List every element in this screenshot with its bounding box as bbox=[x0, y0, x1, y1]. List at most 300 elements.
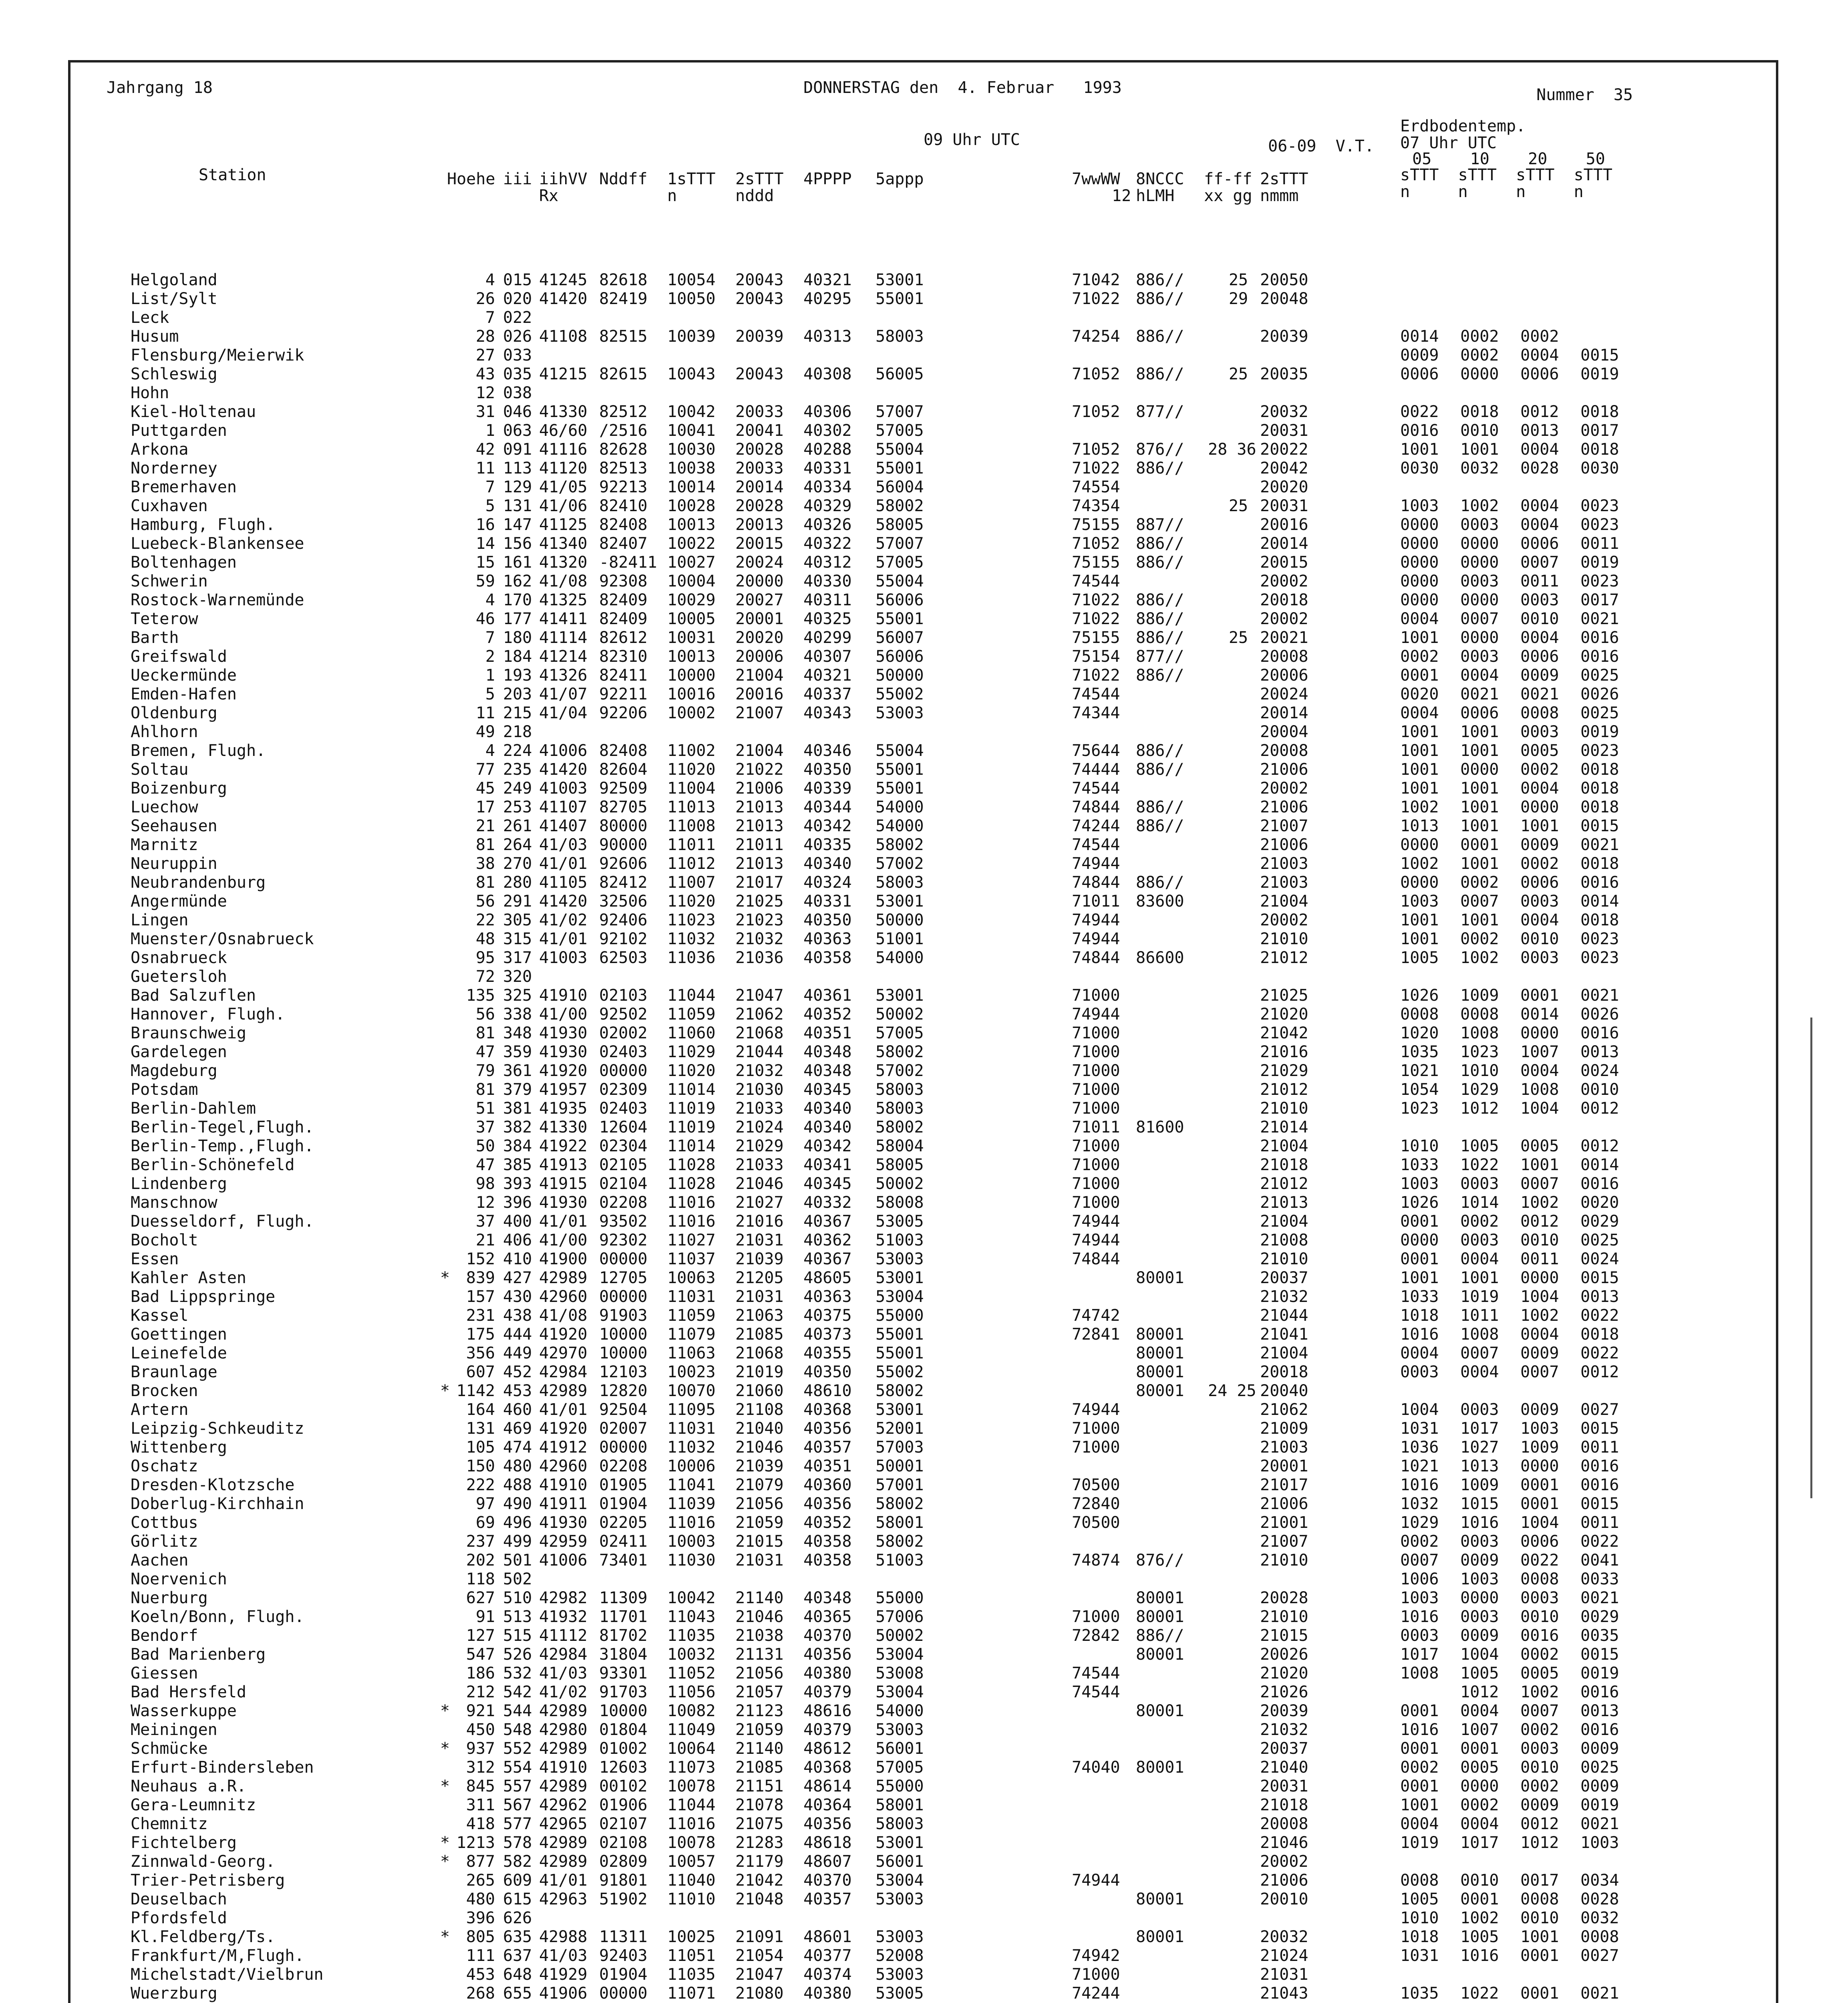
station-id: 131 bbox=[503, 497, 532, 515]
col-soil-sub: n n n n bbox=[1400, 183, 1584, 201]
station-id: 510 bbox=[503, 1589, 532, 1607]
station-id: 180 bbox=[503, 629, 532, 647]
soil-temp-value: 0015 bbox=[1580, 1645, 1619, 1664]
soil-temp-value: 0008 bbox=[1520, 704, 1559, 722]
soil-temp-value: 1023 bbox=[1460, 1043, 1499, 1061]
station-id: 544 bbox=[503, 1702, 532, 1720]
group-iihvv: 41411 bbox=[539, 610, 588, 628]
soil-temp-value: 0017 bbox=[1520, 1871, 1559, 1890]
group-nddff: 11309 bbox=[599, 1589, 648, 1607]
soil-temp-value: 0004 bbox=[1520, 911, 1559, 929]
soil-temp-value: 0001 bbox=[1400, 1212, 1439, 1231]
group-ttt3: 20032 bbox=[1260, 1928, 1308, 1946]
group-iihvv: 41/05 bbox=[539, 478, 588, 496]
col-nddff: Nddff bbox=[599, 170, 648, 188]
soil-temp-value: 0000 bbox=[1460, 534, 1499, 553]
group-ttt2: 20028 bbox=[735, 497, 784, 515]
height-value: 72 bbox=[475, 967, 495, 986]
group-appp: 57005 bbox=[876, 1024, 924, 1042]
height-value: 11 bbox=[475, 704, 495, 722]
group-wwww: 71000 bbox=[1072, 1419, 1120, 1438]
group-nddff: -82411 bbox=[599, 553, 657, 572]
station-name: Lindenberg bbox=[131, 1175, 227, 1193]
soil-temp-value: 0016 bbox=[1580, 1683, 1619, 1701]
group-ttt3: 20018 bbox=[1260, 1363, 1308, 1381]
group-iihvv: 41420 bbox=[539, 290, 588, 308]
group-ttt1: 10000 bbox=[667, 666, 716, 685]
group-nddff: 82515 bbox=[599, 327, 648, 346]
group-pppp: 40358 bbox=[803, 1532, 852, 1551]
group-nddff: 12820 bbox=[599, 1382, 648, 1400]
soil-temp-value: 0017 bbox=[1580, 421, 1619, 440]
group-appp: 55001 bbox=[876, 1344, 924, 1362]
group-ttt1: 10032 bbox=[667, 1645, 716, 1664]
group-nddff: 02411 bbox=[599, 1532, 648, 1551]
table-row bbox=[70, 1758, 1776, 1777]
group-ttt1: 11011 bbox=[667, 836, 716, 854]
group-ttt3: 21007 bbox=[1260, 1532, 1308, 1551]
soil-temp-value: 1010 bbox=[1400, 1909, 1439, 1927]
group-nddff: 82512 bbox=[599, 403, 648, 421]
group-pppp: 48605 bbox=[803, 1269, 852, 1287]
group-iihvv: 41/01 bbox=[539, 1212, 588, 1231]
soil-temp-value: 0026 bbox=[1580, 685, 1619, 703]
soil-temp-value: 0010 bbox=[1520, 930, 1559, 948]
soil-temp-value: 1005 bbox=[1460, 1928, 1499, 1946]
station-name: Schwerin bbox=[131, 572, 208, 590]
height-value: 98 bbox=[475, 1175, 495, 1193]
group-pppp: 40357 bbox=[803, 1890, 852, 1908]
soil-temp-value: 0006 bbox=[1520, 1532, 1559, 1551]
soil-temp-value: 0003 bbox=[1400, 1626, 1439, 1645]
group-appp: 57007 bbox=[876, 534, 924, 553]
table-row bbox=[70, 685, 1776, 704]
group-ttt1: 11016 bbox=[667, 1513, 716, 1532]
group-iihvv: 41325 bbox=[539, 591, 588, 609]
soil-temp-value: 0025 bbox=[1580, 1231, 1619, 1249]
group-iihvv: 42989 bbox=[539, 1382, 588, 1400]
group-ttt3: 21062 bbox=[1260, 1400, 1308, 1419]
group-appp: 58003 bbox=[876, 1080, 924, 1099]
group-appp: 55002 bbox=[876, 685, 924, 703]
station-name: Fichtelberg bbox=[131, 1834, 237, 1852]
soil-temp-value: 0018 bbox=[1580, 911, 1619, 929]
soil-temp-value: 0009 bbox=[1400, 346, 1439, 365]
station-id: 338 bbox=[503, 1005, 532, 1024]
table-row bbox=[70, 459, 1776, 478]
table-row bbox=[70, 892, 1776, 911]
group-pppp: 40380 bbox=[803, 1984, 852, 2003]
station-id: 542 bbox=[503, 1683, 532, 1701]
soil-temp-value: 0001 bbox=[1520, 1495, 1559, 1513]
soil-temp-value: 0003 bbox=[1460, 647, 1499, 666]
group-pppp: 40348 bbox=[803, 1589, 852, 1607]
group-wwww: 71022 bbox=[1072, 666, 1120, 685]
group-iihvv: 41116 bbox=[539, 440, 588, 459]
height-value: 91 bbox=[475, 1608, 495, 1626]
group-nddff: 02403 bbox=[599, 1099, 648, 1118]
group-appp: 57002 bbox=[876, 1062, 924, 1080]
height-value: 95 bbox=[475, 949, 495, 967]
soil-temp-value: 0029 bbox=[1580, 1212, 1619, 1231]
soil-temp-value: 0008 bbox=[1580, 1928, 1619, 1946]
group-pppp: 40339 bbox=[803, 779, 852, 798]
table-row bbox=[70, 949, 1776, 967]
soil-temp-value: 0021 bbox=[1580, 836, 1619, 854]
group-ttt3: 21020 bbox=[1260, 1005, 1308, 1024]
group-pppp: 40332 bbox=[803, 1193, 852, 1212]
station-id: 359 bbox=[503, 1043, 532, 1061]
soil-temp-value: 0018 bbox=[1580, 403, 1619, 421]
group-nccc: 80001 bbox=[1136, 1589, 1184, 1607]
group-wwww: 71000 bbox=[1072, 1024, 1120, 1042]
height-value: 47 bbox=[475, 1043, 495, 1061]
group-ttt3: 21003 bbox=[1260, 1438, 1308, 1457]
group-pppp: 40356 bbox=[803, 1419, 852, 1438]
soil-temp-value: 0009 bbox=[1580, 1739, 1619, 1758]
group-iihvv: 41930 bbox=[539, 1193, 588, 1212]
station-id: 490 bbox=[503, 1495, 532, 1513]
table-row bbox=[70, 1871, 1776, 1890]
group-iihvv: 42984 bbox=[539, 1363, 588, 1381]
group-iihvv: 41407 bbox=[539, 817, 588, 835]
height-value: 1 bbox=[485, 421, 495, 440]
group-pppp: 40340 bbox=[803, 1118, 852, 1137]
col-iihvv: iihVV bbox=[539, 170, 588, 188]
soil-temp-value: 1001 bbox=[1400, 1796, 1439, 1814]
table-row bbox=[70, 1909, 1776, 1928]
station-name: Magdeburg bbox=[131, 1062, 217, 1080]
group-ttt2: 21004 bbox=[735, 666, 784, 685]
group-iihvv: 41/08 bbox=[539, 1306, 588, 1325]
group-pppp: 40367 bbox=[803, 1250, 852, 1268]
group-appp: 58002 bbox=[876, 836, 924, 854]
group-ttt3: 21003 bbox=[1260, 854, 1308, 873]
group-ttt2: 21123 bbox=[735, 1702, 784, 1720]
group-ttt1: 10006 bbox=[667, 1457, 716, 1475]
group-ttt1: 10078 bbox=[667, 1777, 716, 1795]
soil-temp-value: 0022 bbox=[1520, 1551, 1559, 1570]
group-appp: 56004 bbox=[876, 478, 924, 496]
soil-temp-value: 0003 bbox=[1460, 1608, 1499, 1626]
soil-temp-value: 0002 bbox=[1520, 760, 1559, 779]
soil-temp-value: 0000 bbox=[1520, 798, 1559, 816]
soil-temp-value: 0021 bbox=[1580, 1589, 1619, 1607]
soil-temp-value: 1010 bbox=[1460, 1062, 1499, 1080]
soil-temp-value: 0001 bbox=[1520, 986, 1559, 1005]
group-ttt1: 11016 bbox=[667, 1193, 716, 1212]
group-ttt3: 20028 bbox=[1260, 1589, 1308, 1607]
soil-temp-value: 0018 bbox=[1580, 760, 1619, 779]
group-iihvv: 42989 bbox=[539, 1269, 588, 1287]
soil-temp-value: 0004 bbox=[1460, 1250, 1499, 1268]
soil-temp-value: 0023 bbox=[1580, 930, 1619, 948]
station-id: 501 bbox=[503, 1551, 532, 1570]
group-appp: 58002 bbox=[876, 1118, 924, 1137]
soil-temp-value: 0002 bbox=[1400, 1758, 1439, 1777]
group-iihvv: 41003 bbox=[539, 779, 588, 798]
station-id: 452 bbox=[503, 1363, 532, 1381]
table-row bbox=[70, 1589, 1776, 1608]
group-ttt1: 11056 bbox=[667, 1683, 716, 1701]
group-iihvv: 42989 bbox=[539, 1834, 588, 1852]
soil-temp-value: 0023 bbox=[1580, 516, 1619, 534]
height-value: 311 bbox=[466, 1796, 495, 1814]
group-ttt2: 21085 bbox=[735, 1325, 784, 1344]
group-wwww: 74944 bbox=[1072, 1005, 1120, 1024]
group-pppp: 40363 bbox=[803, 930, 852, 948]
group-ttt3: 21018 bbox=[1260, 1796, 1308, 1814]
soil-temp-value: 1003 bbox=[1400, 1589, 1439, 1607]
soil-temp-value: 0007 bbox=[1400, 1551, 1439, 1570]
group-ttt3: 20002 bbox=[1260, 779, 1308, 798]
height-value: 2 bbox=[485, 647, 495, 666]
station-name: Greifswald bbox=[131, 647, 227, 666]
height-value: 47 bbox=[475, 1156, 495, 1174]
group-ttt1: 10050 bbox=[667, 290, 716, 308]
station-name: Norderney bbox=[131, 459, 217, 478]
soil-temp-value: 1007 bbox=[1460, 1721, 1499, 1739]
group-iihvv: 42989 bbox=[539, 1777, 588, 1795]
group-ttt2: 21040 bbox=[735, 1419, 784, 1438]
group-nddff: 82705 bbox=[599, 798, 648, 816]
station-name: Görlitz bbox=[131, 1532, 198, 1551]
group-nccc: 886// bbox=[1136, 459, 1184, 478]
group-appp: 57002 bbox=[876, 854, 924, 873]
group-nddff: 12604 bbox=[599, 1118, 648, 1137]
soil-temp-value: 1002 bbox=[1520, 1306, 1559, 1325]
station-id: 215 bbox=[503, 704, 532, 722]
height-value: 37 bbox=[475, 1118, 495, 1137]
group-pppp: 40288 bbox=[803, 440, 852, 459]
soil-temp-value: 0006 bbox=[1520, 365, 1559, 383]
station-id: 615 bbox=[503, 1890, 532, 1908]
soil-temp-value: 0012 bbox=[1580, 1137, 1619, 1155]
soil-temp-value: 1031 bbox=[1400, 1419, 1439, 1438]
station-name: List/Sylt bbox=[131, 290, 217, 308]
group-wwww: 74544 bbox=[1072, 685, 1120, 703]
group-iihvv: 41932 bbox=[539, 1608, 588, 1626]
col-soil: sTTT sTTT sTTT sTTT bbox=[1400, 166, 1612, 184]
soil-temp-value: 0000 bbox=[1400, 553, 1439, 572]
group-ttt3: 21032 bbox=[1260, 1288, 1308, 1306]
table-row bbox=[70, 1231, 1776, 1250]
group-ttt3: 21012 bbox=[1260, 1175, 1308, 1193]
group-nddff: 12705 bbox=[599, 1269, 648, 1287]
height-value: 45 bbox=[475, 779, 495, 798]
soil-temp-value: 1031 bbox=[1400, 1947, 1439, 1965]
station-name: Erfurt-Bindersleben bbox=[131, 1758, 314, 1777]
group-iihvv: 41006 bbox=[539, 742, 588, 760]
group-wwww: 71000 bbox=[1072, 1137, 1120, 1155]
soil-temp-value: 0013 bbox=[1580, 1288, 1619, 1306]
group-appp: 53003 bbox=[876, 1965, 924, 1984]
group-wwww: 74874 bbox=[1072, 1551, 1120, 1570]
height-value: 396 bbox=[466, 1909, 495, 1927]
group-ttt3: 21006 bbox=[1260, 760, 1308, 779]
group-ttt1: 11031 bbox=[667, 1419, 716, 1438]
scan-edge-mark bbox=[1810, 1018, 1812, 1498]
station-name: Artern bbox=[131, 1400, 189, 1419]
table-row bbox=[70, 1306, 1776, 1325]
soil-temp-value: 1001 bbox=[1460, 440, 1499, 459]
group-nccc: 887// bbox=[1136, 516, 1184, 534]
group-ttt1: 11019 bbox=[667, 1099, 716, 1118]
soil-temp-value: 0002 bbox=[1460, 327, 1499, 346]
group-wwww: 74844 bbox=[1072, 1250, 1120, 1268]
group-ttt1: 11032 bbox=[667, 1438, 716, 1457]
table-row bbox=[70, 1664, 1776, 1683]
group-ttt1: 11035 bbox=[667, 1965, 716, 1984]
group-ttt2: 21085 bbox=[735, 1758, 784, 1777]
mountain-marker: * bbox=[440, 1852, 450, 1871]
soil-temp-value: 0004 bbox=[1400, 610, 1439, 628]
group-wwww: 74244 bbox=[1072, 817, 1120, 835]
group-pppp: 40377 bbox=[803, 1947, 852, 1965]
soil-temp-value: 0027 bbox=[1580, 1400, 1619, 1419]
soil-temp-value: 0022 bbox=[1580, 1344, 1619, 1362]
soil-temp-value: 1035 bbox=[1400, 1043, 1439, 1061]
soil-temp-value: 1016 bbox=[1400, 1608, 1439, 1626]
soil-temp-value: 0000 bbox=[1400, 591, 1439, 609]
group-nddff: 82410 bbox=[599, 497, 648, 515]
group-ttt1: 11052 bbox=[667, 1664, 716, 1683]
table-row bbox=[70, 1513, 1776, 1532]
soil-temp-value: 1027 bbox=[1460, 1438, 1499, 1457]
group-iihvv: 41/04 bbox=[539, 704, 588, 722]
group-iihvv: 41420 bbox=[539, 892, 588, 911]
group-appp: 50002 bbox=[876, 1005, 924, 1024]
soil-temp-value: 1001 bbox=[1400, 629, 1439, 647]
table-row bbox=[70, 911, 1776, 930]
group-nccc: 83600 bbox=[1136, 892, 1184, 911]
group-ttt3: 21004 bbox=[1260, 892, 1308, 911]
group-ff: 25 bbox=[1228, 497, 1248, 515]
soil-temp-value: 0004 bbox=[1520, 440, 1559, 459]
station-name: Meiningen bbox=[131, 1721, 217, 1739]
table-row bbox=[70, 1344, 1776, 1363]
group-nccc: 886// bbox=[1136, 591, 1184, 609]
station-name: Wasserkuppe bbox=[131, 1702, 237, 1720]
height-value: 43 bbox=[475, 365, 495, 383]
soil-temp-value: 1021 bbox=[1400, 1457, 1439, 1475]
group-appp: 55000 bbox=[876, 1306, 924, 1325]
group-ttt2: 21131 bbox=[735, 1645, 784, 1664]
group-appp: 55001 bbox=[876, 1325, 924, 1344]
soil-temp-value: 0000 bbox=[1400, 572, 1439, 590]
group-ttt3: 20015 bbox=[1260, 553, 1308, 572]
group-iihvv: 41/01 bbox=[539, 854, 588, 873]
group-iihvv: 41910 bbox=[539, 1476, 588, 1494]
group-nddff: 11701 bbox=[599, 1608, 648, 1626]
group-nddff: 02208 bbox=[599, 1457, 648, 1475]
group-ttt2: 21046 bbox=[735, 1608, 784, 1626]
group-ttt3: 21004 bbox=[1260, 1212, 1308, 1231]
group-nddff: 82604 bbox=[599, 760, 648, 779]
group-ttt3: 21010 bbox=[1260, 1608, 1308, 1626]
group-ttt1: 10042 bbox=[667, 1589, 716, 1607]
group-ttt3: 21046 bbox=[1260, 1834, 1308, 1852]
group-nddff: 92403 bbox=[599, 1947, 648, 1965]
col-www-sub: 12 bbox=[1112, 187, 1131, 205]
soil-temp-value: 1001 bbox=[1460, 1269, 1499, 1287]
soil-temp-value: 0026 bbox=[1580, 1005, 1619, 1024]
group-appp: 58002 bbox=[876, 497, 924, 515]
group-ttt3: 20031 bbox=[1260, 497, 1308, 515]
soil-temp-value: 1003 bbox=[1460, 1570, 1499, 1588]
group-appp: 55000 bbox=[876, 1777, 924, 1795]
group-appp: 56007 bbox=[876, 629, 924, 647]
group-wwww: 71011 bbox=[1072, 892, 1120, 911]
group-iihvv: 41/03 bbox=[539, 836, 588, 854]
soil-temp-value: 0033 bbox=[1580, 1570, 1619, 1588]
soil-temp-value: 0023 bbox=[1580, 572, 1619, 590]
station-id: 382 bbox=[503, 1118, 532, 1137]
group-ttt1: 10031 bbox=[667, 629, 716, 647]
group-ttt1: 11014 bbox=[667, 1137, 716, 1155]
soil-temp-value: 0015 bbox=[1580, 1495, 1619, 1513]
station-id: 177 bbox=[503, 610, 532, 628]
station-name: Deuselbach bbox=[131, 1890, 227, 1908]
soil-temp-value: 1003 bbox=[1580, 1834, 1619, 1852]
group-ttt2: 21031 bbox=[735, 1231, 784, 1249]
height-value: 14 bbox=[475, 534, 495, 553]
group-ttt2: 21080 bbox=[735, 1984, 784, 2003]
group-ttt3: 20022 bbox=[1260, 440, 1308, 459]
group-wwww: 74244 bbox=[1072, 1984, 1120, 2003]
soil-temp-value: 0019 bbox=[1580, 365, 1619, 383]
group-nddff: 01002 bbox=[599, 1739, 648, 1758]
group-nddff: 92509 bbox=[599, 779, 648, 798]
group-nddff: 82618 bbox=[599, 271, 648, 289]
group-ttt1: 10042 bbox=[667, 403, 716, 421]
height-value: 12 bbox=[475, 384, 495, 402]
table-row bbox=[70, 1363, 1776, 1382]
height-value: 877 bbox=[466, 1852, 495, 1871]
group-pppp: 40352 bbox=[803, 1513, 852, 1532]
soil-temp-value: 1003 bbox=[1400, 892, 1439, 911]
station-id: 162 bbox=[503, 572, 532, 590]
height-value: 59 bbox=[475, 572, 495, 590]
group-pppp: 40362 bbox=[803, 1231, 852, 1249]
station-id: 430 bbox=[503, 1288, 532, 1306]
soil-temp-value: 0015 bbox=[1580, 1269, 1619, 1287]
soil-temp-value: 1004 bbox=[1520, 1099, 1559, 1118]
station-id: 499 bbox=[503, 1532, 532, 1551]
station-name: Guetersloh bbox=[131, 967, 227, 986]
soil-temp-value: 0022 bbox=[1400, 403, 1439, 421]
group-wwww: 70500 bbox=[1072, 1513, 1120, 1532]
soil-temp-value: 1012 bbox=[1520, 1834, 1559, 1852]
group-ttt2: 21047 bbox=[735, 986, 784, 1005]
group-nccc: 80001 bbox=[1136, 1928, 1184, 1946]
station-name: Doberlug-Kirchhain bbox=[131, 1495, 304, 1513]
group-appp: 58002 bbox=[876, 1043, 924, 1061]
table-row bbox=[70, 1137, 1776, 1156]
soil-temp-value: 1033 bbox=[1400, 1288, 1439, 1306]
soil-temp-value: 1008 bbox=[1460, 1024, 1499, 1042]
group-ttt3: 21012 bbox=[1260, 1080, 1308, 1099]
soil-temp-value: 0009 bbox=[1520, 666, 1559, 685]
group-nccc: 81600 bbox=[1136, 1118, 1184, 1137]
soil-temp-value: 1026 bbox=[1400, 1193, 1439, 1212]
soil-temp-value: 1001 bbox=[1520, 1928, 1559, 1946]
station-name: Marnitz bbox=[131, 836, 198, 854]
station-id: 444 bbox=[503, 1325, 532, 1344]
soil-temp-value: 0016 bbox=[1400, 421, 1439, 440]
group-ttt1: 11044 bbox=[667, 1796, 716, 1814]
station-name: Braunlage bbox=[131, 1363, 217, 1381]
